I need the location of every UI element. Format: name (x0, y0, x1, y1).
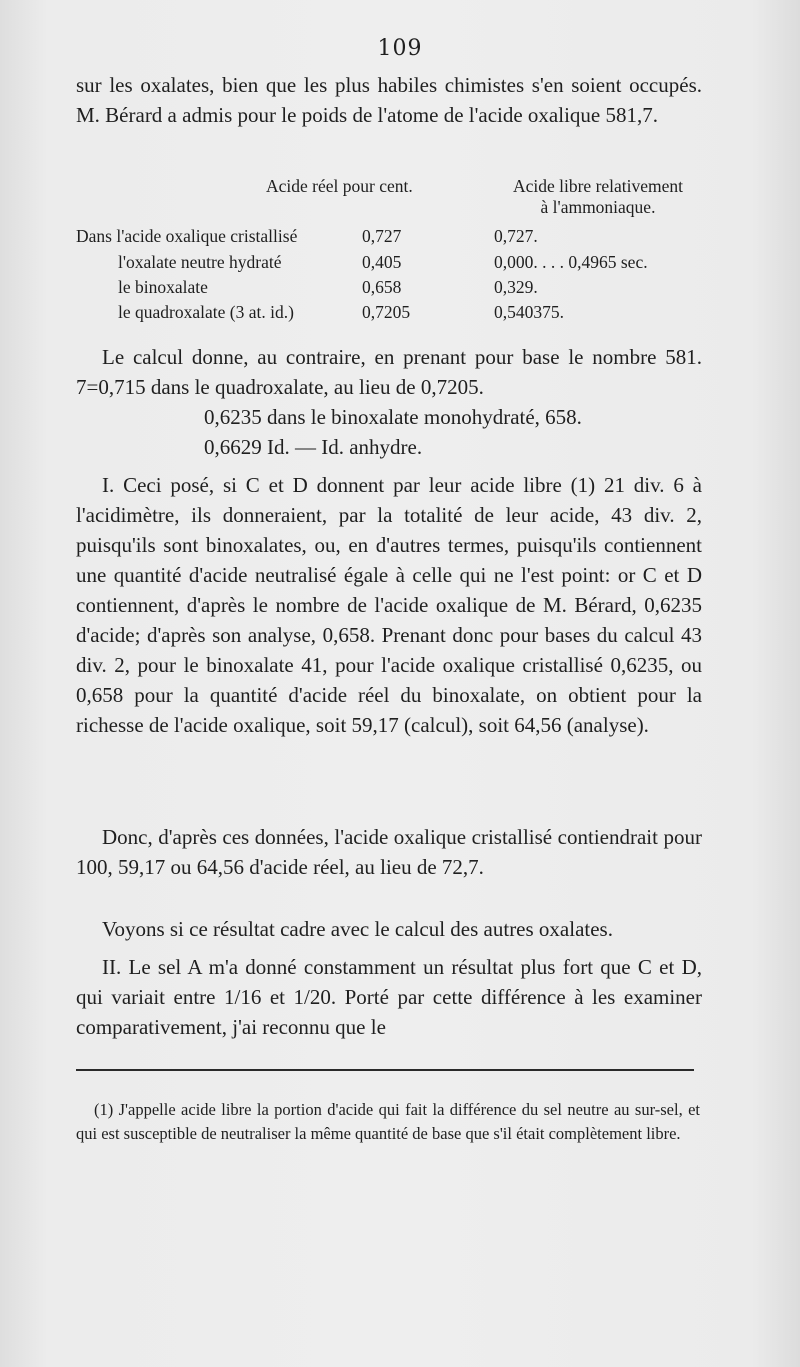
paragraph-section-one: I. Ceci posé, si C et D donnent par leur acide libre (1) 21 div. 6 à l'acidimètre, ils donneraient, par la totalité de leur acide, 43 div. 2, puisqu'ils sont binoxalates, ou, en d'autres termes, puisqu'ils contiennent une quantité d'acide neutralisé égale à celle qui ne l'est point: or C et D contiennent, d'après le nombre de l'acide oxalique de M. Bérard, 0,6235 d'acide; d'après son analyse, 0,658. Prenant donc pour bases du calcul 43 div. 2, pour le binoxalate 41, pour l'acide oxalique cristallisé 0,6235, ou 0,658 pour la quantité d'acide réel du binoxalate, on obtient pour la richesse de l'acide oxalique, soit 59,17 (calcul), soit 64,56 (analyse). (76, 473, 702, 737)
table-row-free-acid: 0,727. (494, 226, 538, 246)
table-row-free-acid: 0,329. (494, 277, 538, 297)
table-header-real-acid: Acide réel pour cent. (266, 176, 413, 196)
table-row-real-acid: 0,727 (362, 226, 402, 246)
table-row (76, 277, 736, 299)
table-row-label: l'oxalate neutre hydraté (118, 252, 282, 272)
page-number: 109 (377, 36, 423, 61)
table-header-free-acid-line2: à l'ammoniaque. (540, 197, 656, 217)
table-header-free-acid-line1: Acide libre relativement (512, 176, 684, 196)
table-row-label: le quadroxalate (3 at. id.) (118, 302, 294, 322)
table-row-free-acid: 0,540375. (494, 302, 564, 322)
paragraph-calcul-binoxalate: 0,6235 dans le binoxalate monohydraté, 658. (204, 405, 582, 429)
table-row-real-acid: 0,658 (362, 277, 402, 297)
table-row-label: le binoxalate (118, 277, 208, 297)
table-row-label: Dans l'acide oxalique cristallisé (76, 226, 298, 246)
table-row-free-acid: 0,000. . . . 0,4965 sec. (494, 252, 648, 272)
table-row-real-acid: 0,405 (362, 252, 402, 272)
paragraph-donc: Donc, d'après ces données, l'acide oxalique cristallisé contiendrait pour 100, 59,17 ou 64,56 d'acide réel, au lieu de 72,7. (76, 825, 702, 879)
table-header-free-acid (478, 176, 718, 218)
paragraph-calcul: Le calcul donne, au contraire, en prenant pour base le nombre 581. 7=0,715 dans le quadroxalate, au lieu de 0,7205. (76, 345, 702, 399)
paragraph-intro: sur les oxalates, bien que les plus habiles chimistes s'en soient occupés. M. Bérard a admis pour le poids de l'atome de l'acide oxalique 581,7. (76, 73, 702, 127)
footnote: (1) J'appelle acide libre la portion d'acide qui fait la différence du sel neutre au sur-sel, et qui est susceptible de neutraliser la même quantité de base que s'il était complètement libre. (76, 1100, 700, 1143)
table-row (76, 252, 736, 274)
paragraph-calcul-anhydre: 0,6629 Id. — Id. anhydre. (204, 435, 423, 459)
table-row (76, 302, 736, 324)
footnote-divider (76, 1069, 694, 1071)
table-row-real-acid: 0,7205 (362, 302, 411, 322)
table-row (76, 226, 736, 248)
paragraph-section-two: II. Le sel A m'a donné constamment un résultat plus fort que C et D, qui variait entre 1/16 et 1/20. Porté par cette différence à les examiner comparativement, j'ai reconnu que le (76, 955, 702, 1039)
paragraph-voyons: Voyons si ce résultat cadre avec le calcul des autres oxalates. (102, 917, 613, 941)
